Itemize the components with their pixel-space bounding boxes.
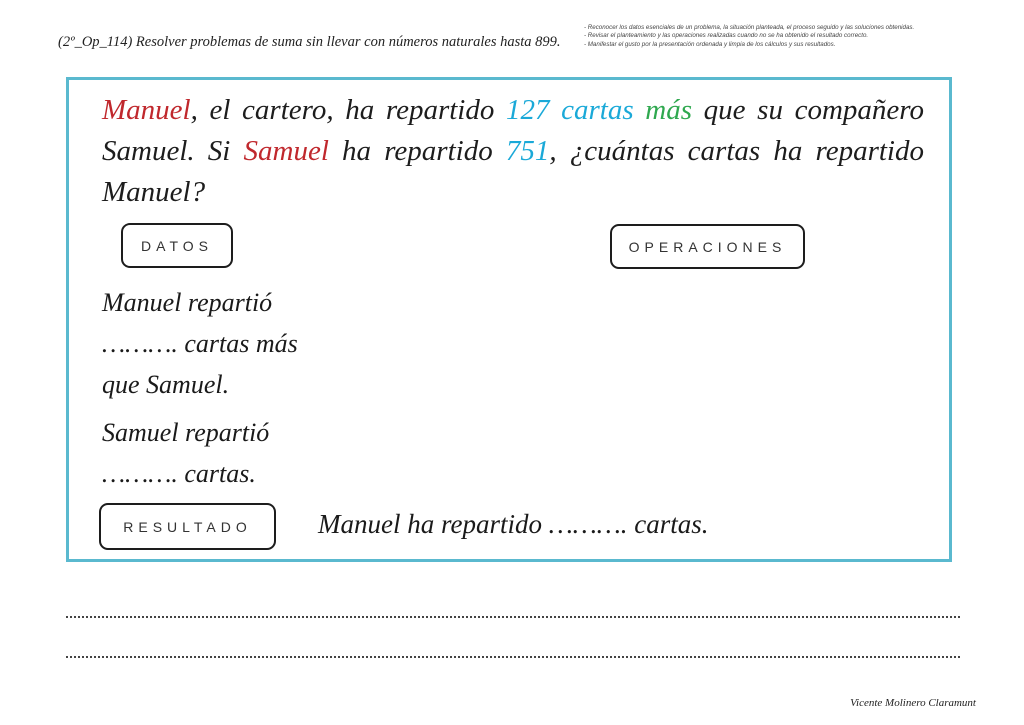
datos-label: DATOS	[121, 223, 233, 268]
name-samuel: Samuel	[243, 135, 329, 167]
problem-text: , ¿cuántas cartas ha repartido Manuel?	[102, 135, 924, 208]
objective-item: - Reconocer los datos esenciales de un problema, la situación planteada, el proceso seguido y las soluciones obtenidas.	[584, 24, 915, 31]
datos-fill-line[interactable]: ………. cartas.	[102, 459, 256, 488]
name-manuel: Manuel	[102, 94, 191, 126]
operaciones-label: OPERACIONES	[610, 224, 805, 269]
datos-line: Manuel repartió	[102, 288, 273, 317]
objective-item: - Manifestar el gusto por la presentación ordenada y limpia de los cálculos y sus resultados.	[584, 40, 836, 48]
datos-line: Samuel repartió	[102, 418, 270, 447]
datos-block-manuel	[102, 282, 298, 405]
number-127: 127	[506, 94, 550, 126]
problem-statement	[102, 90, 924, 213]
answer-line-1[interactable]	[66, 616, 960, 618]
word-cartas: cartas	[561, 94, 634, 126]
word-mas: más	[645, 94, 693, 126]
answer-line-2[interactable]	[66, 656, 960, 658]
datos-fill-line[interactable]: ………. cartas más	[102, 329, 298, 358]
page-title: (2º_Op_114) Resolver problemas de suma sin llevar con números naturales hasta 899.	[58, 34, 561, 50]
problem-text: , el cartero, ha repartido	[190, 94, 506, 126]
number-751: 751	[505, 135, 550, 167]
author-credit: Vicente Molinero Claramunt	[850, 697, 976, 709]
objective-item: - Revisar el planteamiento y las operaciones realizadas cuando no se ha obtenido el resultado correcto.	[584, 32, 869, 40]
datos-block-samuel	[102, 412, 269, 494]
objectives-list	[584, 24, 1004, 49]
problem-text: ha repartido	[328, 135, 506, 167]
result-sentence[interactable]: Manuel ha repartido ………. cartas.	[318, 509, 709, 539]
datos-line: que Samuel.	[102, 370, 230, 399]
problem-text: que su compañero Samuel. Si	[102, 94, 924, 167]
resultado-label: RESULTADO	[99, 503, 276, 550]
